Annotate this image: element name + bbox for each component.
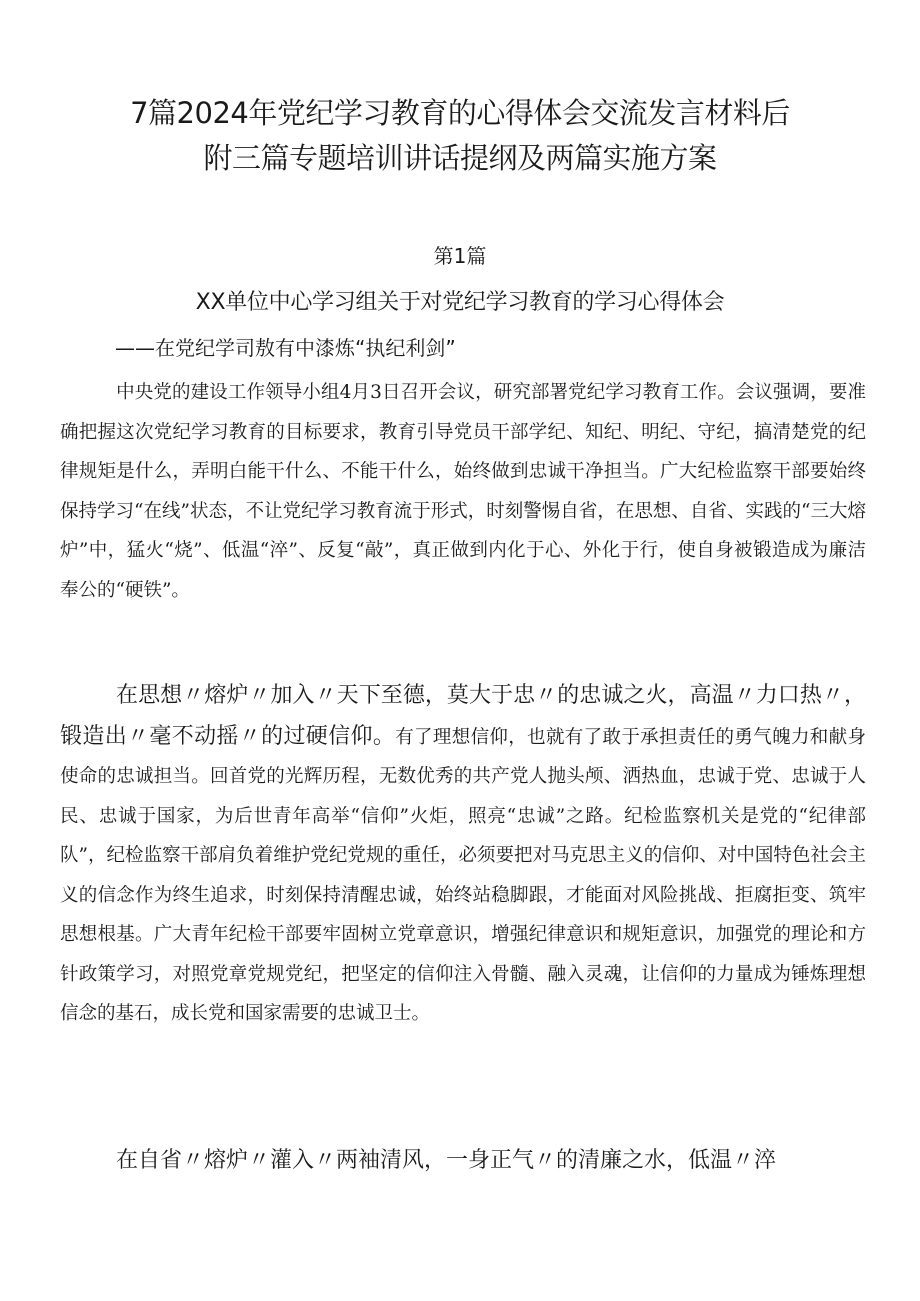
paragraph-thought-furnace (60, 676, 866, 1034)
article-subtitle: ——在党纪学司敖有中漆炼“执纪利剑” (115, 336, 456, 360)
paragraph-body-text: 有了理想信仰，也就有了敢于承担责任的勇气魄力和献身使命的忠诚担当。回首党的光辉历程，无数优秀的共产党人抛头颅、洒热血，忠诚于党、忠诚于人民、忠诚于国家，为后世青年高举“信仰”火炬，照亮“忠诚”之路。纪检监察机关是党的“纪律部队”，纪检监察干部肩负着维护党纪党规的重任，必须要把对马克思主义的信仰、对中国特色社会主义的信念作为终生追求，时刻保持清醒忠诚，始终站稳脚跟，才能面对风险挑战、拒腐拒变、筑牢思想根基。广大青年纪检干部要牢固树立党章意识，增强纪律意识和规矩意识，加强党的理论和方针政策学习，对照党章党规党纪，把坚定的信仰注入骨髓、融入灵魂，让信仰的力量成为锤炼理想信念的基石，成长党和国家需要的忠诚卫士。 (60, 726, 866, 1024)
paragraph-lead-sentence: 在思想〃熔炉〃加入〃天下至德，莫大于忠〃的忠诚之火，高温〃力口热〃，锻造出〃毫不动摇〃的过硬信仰。 (60, 683, 866, 749)
paragraph-self-reflection-lead (60, 1141, 866, 1181)
paragraph-intro (60, 373, 866, 610)
article-title: XX单位中心学习组关于对党纪学习教育的学习心得体会 (195, 290, 725, 315)
paragraph-lead-sentence: 在自省〃熔炉〃灌入〃两袖清风，一身正气〃的清廉之水，低温〃淬 (116, 1148, 777, 1173)
paragraph-intro-text: 中央党的建设工作领导小组4月3日召开会议，研究部署党纪学习教育工作。会议强调，要准确把握这次党纪学习教育的目标要求，教育引导党员干部学纪、知纪、明纪、守纪，搞清楚党的纪律规矩是什么，弄明白能干什么、不能干什么，始终做到忠诚干净担当。广大纪检监察干部要始终保持学习“在线”状态，不让党纪学习教育流于形式，时刻警惕自省，在思想、自省、实践的“三大熔炉”中，猛火“烧”、低温“淬”、反复“敲”，真正做到内化于心、外化于行，使自身被锻造成为廉洁奉公的“硬铁”。 (60, 382, 866, 601)
document-title-line1: 7篇2024年党纪学习教育的心得体会交流发言材料后 (130, 96, 790, 130)
document-title-line2: 附三篇专题培训讲话提纲及两篇实施方案 (203, 141, 717, 175)
part-label: 第1篇 (433, 244, 487, 268)
